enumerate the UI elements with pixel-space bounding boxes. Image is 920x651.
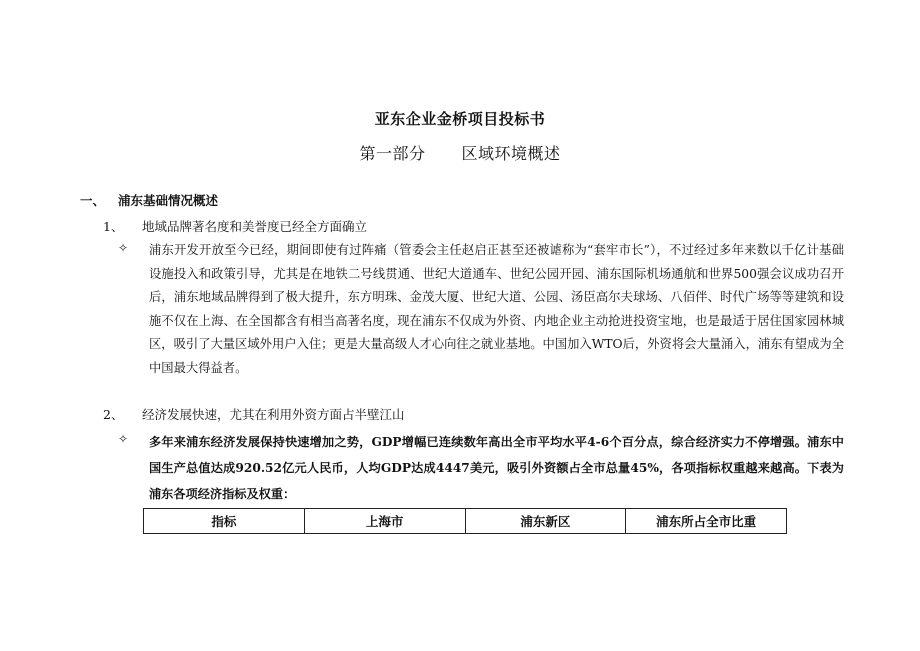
- part-heading: [0, 141, 920, 164]
- table-header-cell: 浦东新区: [465, 509, 626, 534]
- document-title: 亚东企业金桥项目投标书: [374, 110, 546, 128]
- diamond-bullet-icon: ✧: [118, 241, 129, 255]
- table-header-cell: 浦东所占全市比重: [626, 509, 787, 534]
- subsection-number: 1、: [103, 219, 124, 234]
- section-number: 一、: [80, 193, 106, 208]
- subsection-title: 地域品牌著名度和美誉度已经全方面确立: [142, 219, 368, 234]
- table-header-cell: 上海市: [304, 509, 465, 534]
- subsection-number: 2、: [103, 407, 124, 422]
- section-title: 浦东基础情况概述: [118, 193, 219, 208]
- table-header-row: [144, 509, 787, 534]
- economic-indicators-table: [143, 508, 787, 534]
- paragraph-economy: 多年来浦东经济发展保持快速增加之势，GDP增幅已连续数年高出全市平均水平4-6个百分点，综合经济实力不停增强。浦东中国生产总值达成920.52亿元人民币，人均GDP达成4447美元，吸引外资额占全市总量45%，各项指标权重越来越高。下表为浦东各项经济指标及权重：: [149, 435, 844, 501]
- part-title: 区域环境概述: [461, 144, 561, 163]
- table-header-cell: 指标: [144, 509, 305, 534]
- paragraph-brand: 浦东开发开放至今已经，期间即使有过阵痛（管委会主任赵启正甚至还被谑称为“套牢市长”），不过经过多年来数以千亿计基础设施投入和政策引导，尤其是在地铁二号线贯通、世纪大道通车、世纪公园开园、浦东国际机场通航和世界500强会议成功召开后，浦东地域品牌得到了极大提升，东方明珠、金茂大厦、世纪大道、公园、汤臣高尔夫球场、八佰伴、时代广场等等建筑和设施不仅在上海、在全国都含有相当高著名度，现在浦东不仅成为外资、内地企业主动抢进投资宝地，也是最适于居住国家园林城区，吸引了大量区域外用户入住；更是大量高级人才心向往之就业基地。中国加入WTO后，外资将会大量涌入，浦东有望成为全中国最大得益者。: [149, 243, 844, 375]
- part-label: 第一部分: [359, 144, 426, 163]
- diamond-bullet-icon: ✧: [118, 432, 129, 446]
- subsection-title: 经济发展快速，尤其在利用外资方面占半壁江山: [142, 407, 405, 422]
